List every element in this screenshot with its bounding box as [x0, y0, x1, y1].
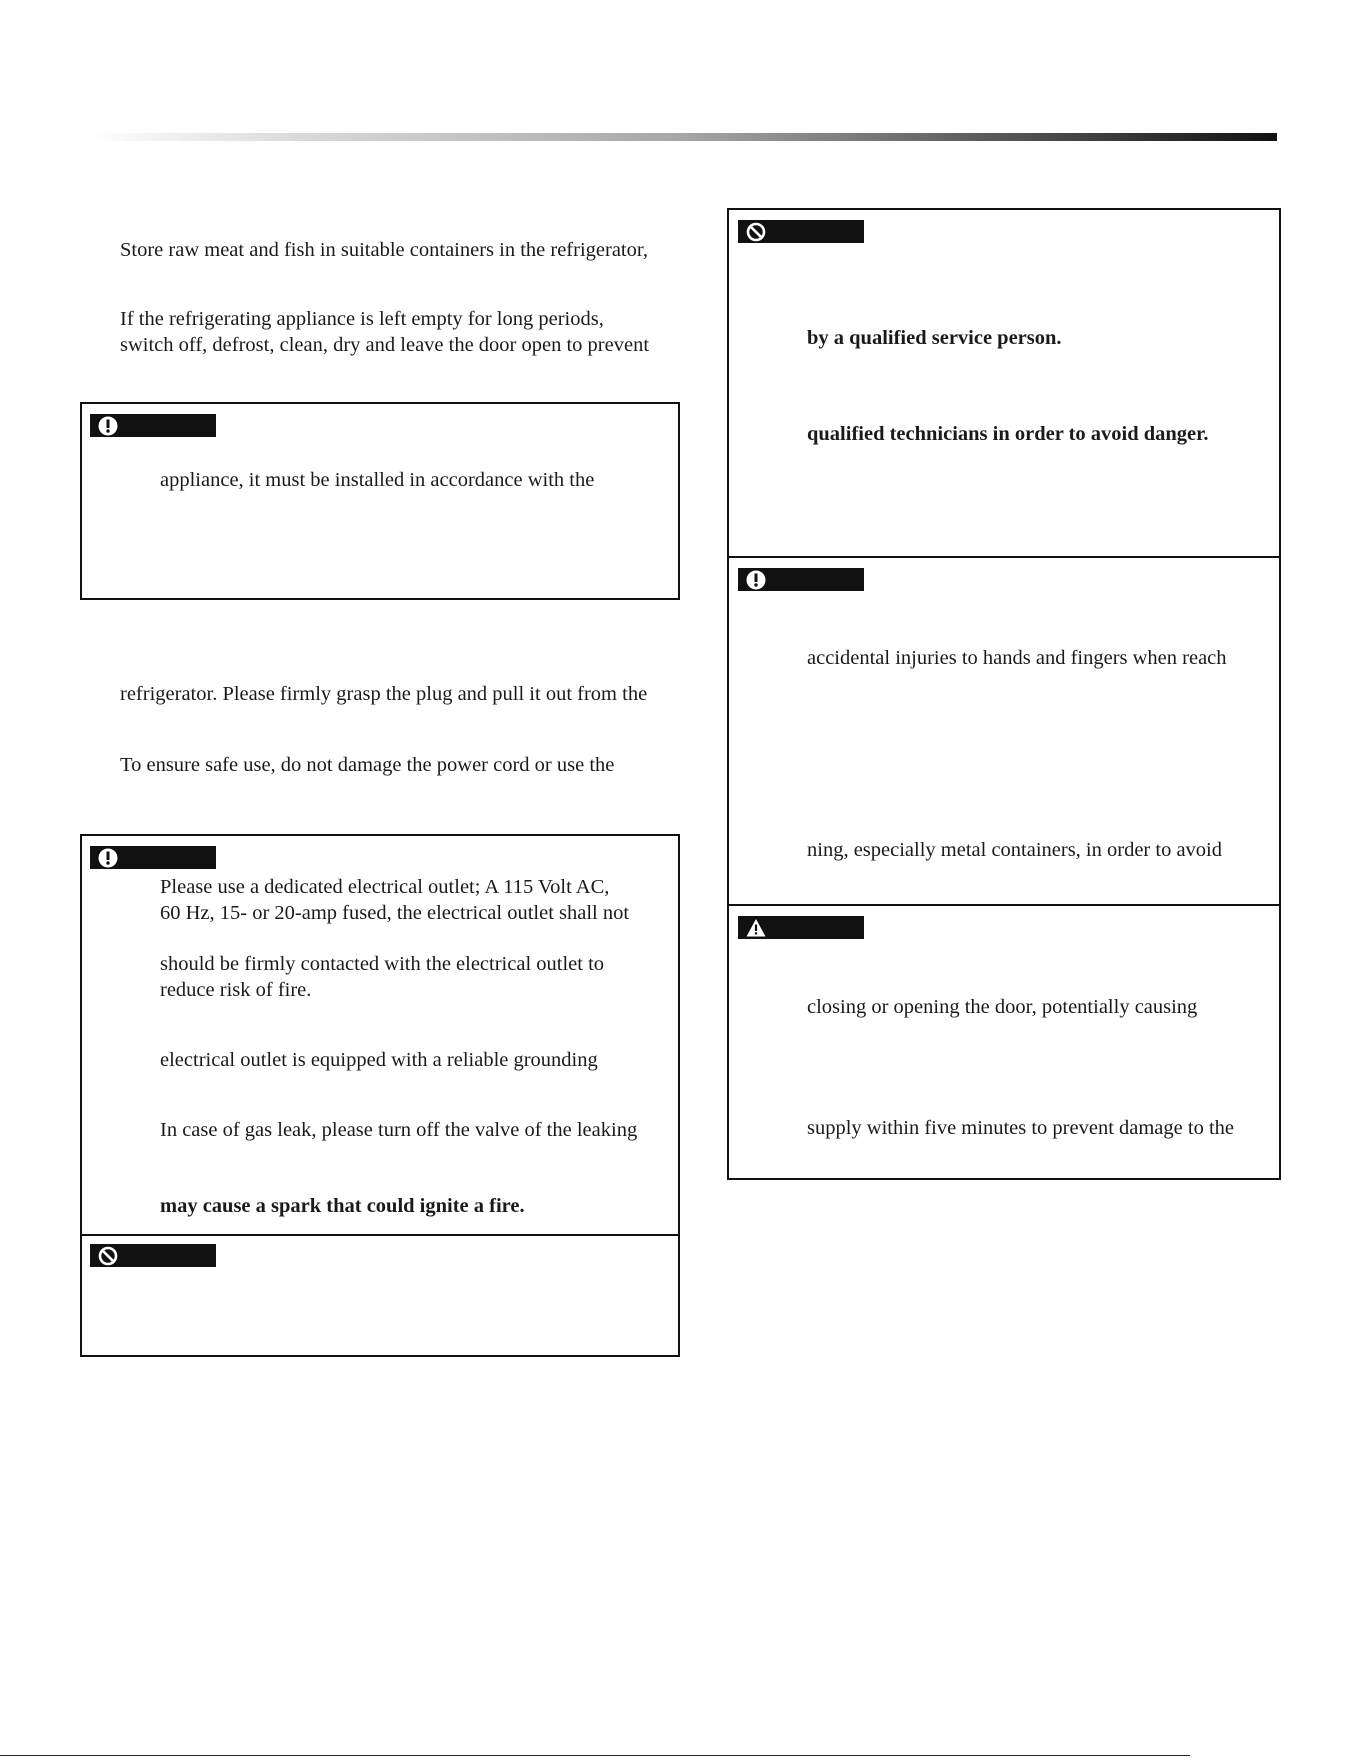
exclamation-icon — [97, 847, 119, 869]
warning-tag — [738, 916, 864, 939]
caution-box-electrical — [80, 834, 680, 1236]
caution-box-hands — [727, 556, 1281, 906]
electrical-line1: Please use a dedicated electrical outlet; A 115 Volt AC, — [160, 876, 610, 898]
paragraph-unplug: refrigerator. Please firmly grasp the plug and pull it out from the — [120, 683, 648, 705]
door-line2: supply within five minutes to prevent damage to the — [807, 1117, 1234, 1139]
paragraph-empty-appliance-line1: If the refrigerating appliance is left empty for long periods, — [120, 308, 604, 330]
prohibition-icon — [97, 1245, 119, 1267]
warning-box-door — [727, 904, 1281, 1180]
electrical-line2: 60 Hz, 15- or 20-amp fused, the electrical outlet shall not — [160, 902, 630, 924]
paragraph-raw-meat: Store raw meat and fish in suitable containers in the refrigerator, — [120, 239, 649, 261]
paragraph-power-cord: To ensure safe use, do not damage the power cord or use the — [120, 754, 615, 776]
caution-tag — [90, 846, 216, 869]
caution-tag — [90, 414, 216, 437]
hands-line2: ning, especially metal containers, in order to avoid — [807, 839, 1222, 861]
prohibition-box-left — [80, 1234, 680, 1357]
service-line2: qualified technicians in order to avoid danger. — [807, 423, 1209, 445]
electrical-line6: In case of gas leak, please turn off the valve of the leaking — [160, 1119, 638, 1141]
footer-rule — [0, 1755, 1190, 1756]
exclamation-icon — [97, 415, 119, 437]
caution-box-installation-line1: appliance, it must be installed in accordance with the — [160, 469, 595, 491]
caution-box-installation — [80, 402, 680, 600]
prohibition-tag — [738, 220, 864, 243]
prohibition-tag — [90, 1244, 216, 1267]
warning-triangle-icon — [745, 917, 767, 939]
door-line1: closing or opening the door, potentially causing — [807, 996, 1198, 1018]
electrical-line7: may cause a spark that could ignite a fire. — [160, 1195, 525, 1217]
prohibition-icon — [745, 221, 767, 243]
electrical-line3: should be firmly contacted with the electrical outlet to — [160, 953, 605, 975]
paragraph-empty-appliance-line2: switch off, defrost, clean, dry and leave the door open to prevent — [120, 334, 650, 356]
hands-line1: accidental injuries to hands and fingers when reach — [807, 647, 1227, 669]
electrical-line4: reduce risk of fire. — [160, 979, 312, 1001]
exclamation-icon — [745, 569, 767, 591]
electrical-line5: electrical outlet is equipped with a reliable grounding — [160, 1049, 598, 1071]
service-line1: by a qualified service person. — [807, 327, 1062, 349]
prohibition-box-service — [727, 208, 1281, 558]
header-rule — [90, 133, 1277, 141]
caution-tag — [738, 568, 864, 591]
